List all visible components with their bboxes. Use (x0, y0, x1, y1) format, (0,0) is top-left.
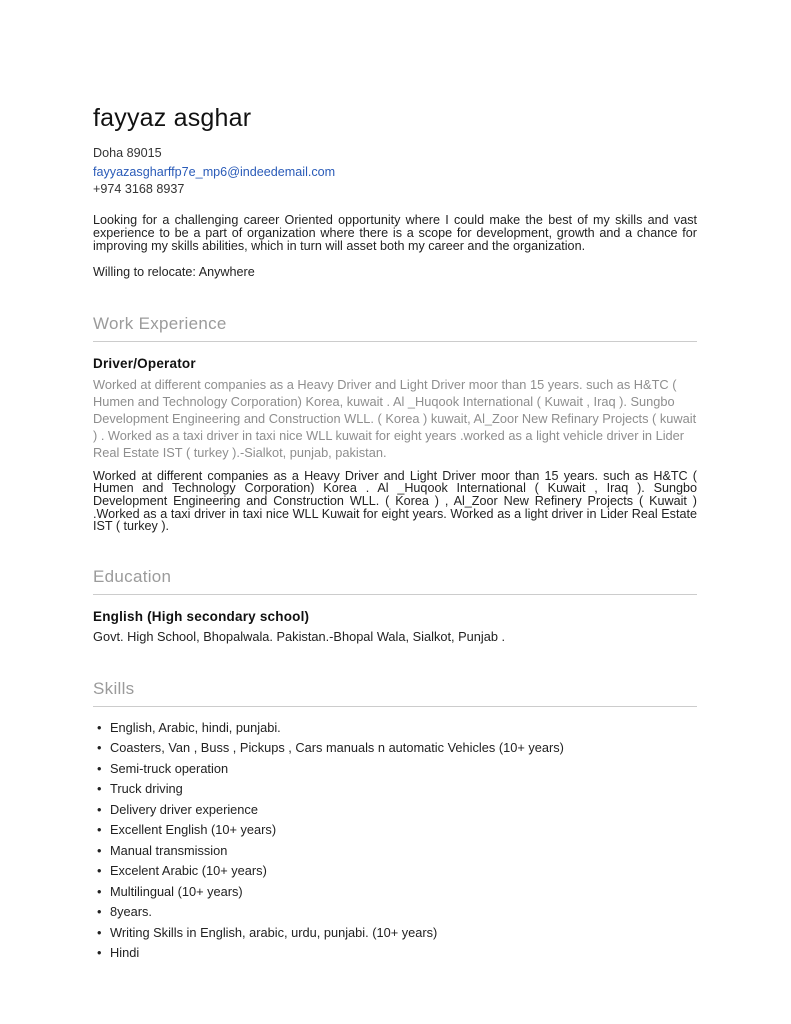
skill-item: • Writing Skills in English, arabic, urdu, punjabi. (10+ years) (97, 926, 697, 939)
skill-item: • Delivery driver experience (97, 803, 697, 816)
summary-paragraph: Looking for a challenging career Oriented opportunity where I could make the best of my skills and vast experience to be a part of organization where there is a scope for development, growth and a chance for improving my skills abilities, which in turn will asset both my career and the organization. (93, 212, 697, 254)
skill-item: • Manual transmission (97, 844, 697, 857)
skill-item: • Excellent English (10+ years) (97, 823, 697, 836)
skill-item: • Coasters, Van , Buss , Pickups , Cars manuals n automatic Vehicles (10+ years) (97, 741, 697, 754)
skills-list (93, 721, 697, 960)
job-description-muted: Worked at different companies as a Heavy Driver and Light Driver moor than 15 years. such as H&TC ( Humen and Technology Corporation) Korea, kuwait . Al _Huqook International ( Kuwait , Iraq ). Sungbo Development Engineering and Construction WLL. ( Korea ) kuwait, Al_Zoor New Refinary Projects ( kuwait ) . Worked as a taxi driver in taxi nice WLL kuwait for eight years .worked as a light vehicle driver in Lider Real Estate IST ( turkey ).-Sialkot, punjab, pakistan. (93, 376, 697, 460)
email-link[interactable]: fayyazasgharffp7e_mp6@indeedemail.com (93, 164, 336, 179)
candidate-name: fayyaz asghar (93, 104, 252, 132)
job-description: Worked at different companies as a Heavy Driver and Light Driver moor than 15 years. such as H&TC ( Humen and Technology Corporation) Korea . Al _Huqook International ( Kuwait , Iraq ). Sungbo Development Engineering and Construction WLL. ( Korea ) , Al_Zoor New Refinery Projects ( Kuwait ) .Worked as a taxi driver in taxi nice WLL Kuwait for eight years. Worked as a light driver in Lider Real Estate IST ( turkey ). (93, 468, 697, 534)
education-degree: English (High secondary school) (93, 608, 310, 624)
section-title-work-experience: Work Experience (93, 314, 697, 342)
relocate-text: Willing to relocate: Anywhere (93, 264, 255, 279)
skill-item: • Truck driving (97, 782, 697, 795)
phone-text: +974 3168 8937 (93, 182, 185, 196)
skill-item: • 8years. (97, 905, 697, 918)
skill-item: • English, Arabic, hindi, punjabi. (97, 721, 697, 734)
section-title-skills: Skills (93, 679, 697, 707)
section-title-education: Education (93, 567, 697, 595)
skill-item: • Hindi (97, 946, 697, 959)
contact-block (93, 145, 697, 199)
skill-item: • Semi-truck operation (97, 762, 697, 775)
education-school: Govt. High School, Bhopalwala. Pakistan.-Bhopal Wala, Sialkot, Punjab . (93, 628, 506, 644)
job-title: Driver/Operator (93, 355, 196, 371)
skill-item: • Excelent Arabic (10+ years) (97, 864, 697, 877)
skill-item: • Multilingual (10+ years) (97, 885, 697, 898)
location-text: Doha 89015 (93, 146, 162, 160)
